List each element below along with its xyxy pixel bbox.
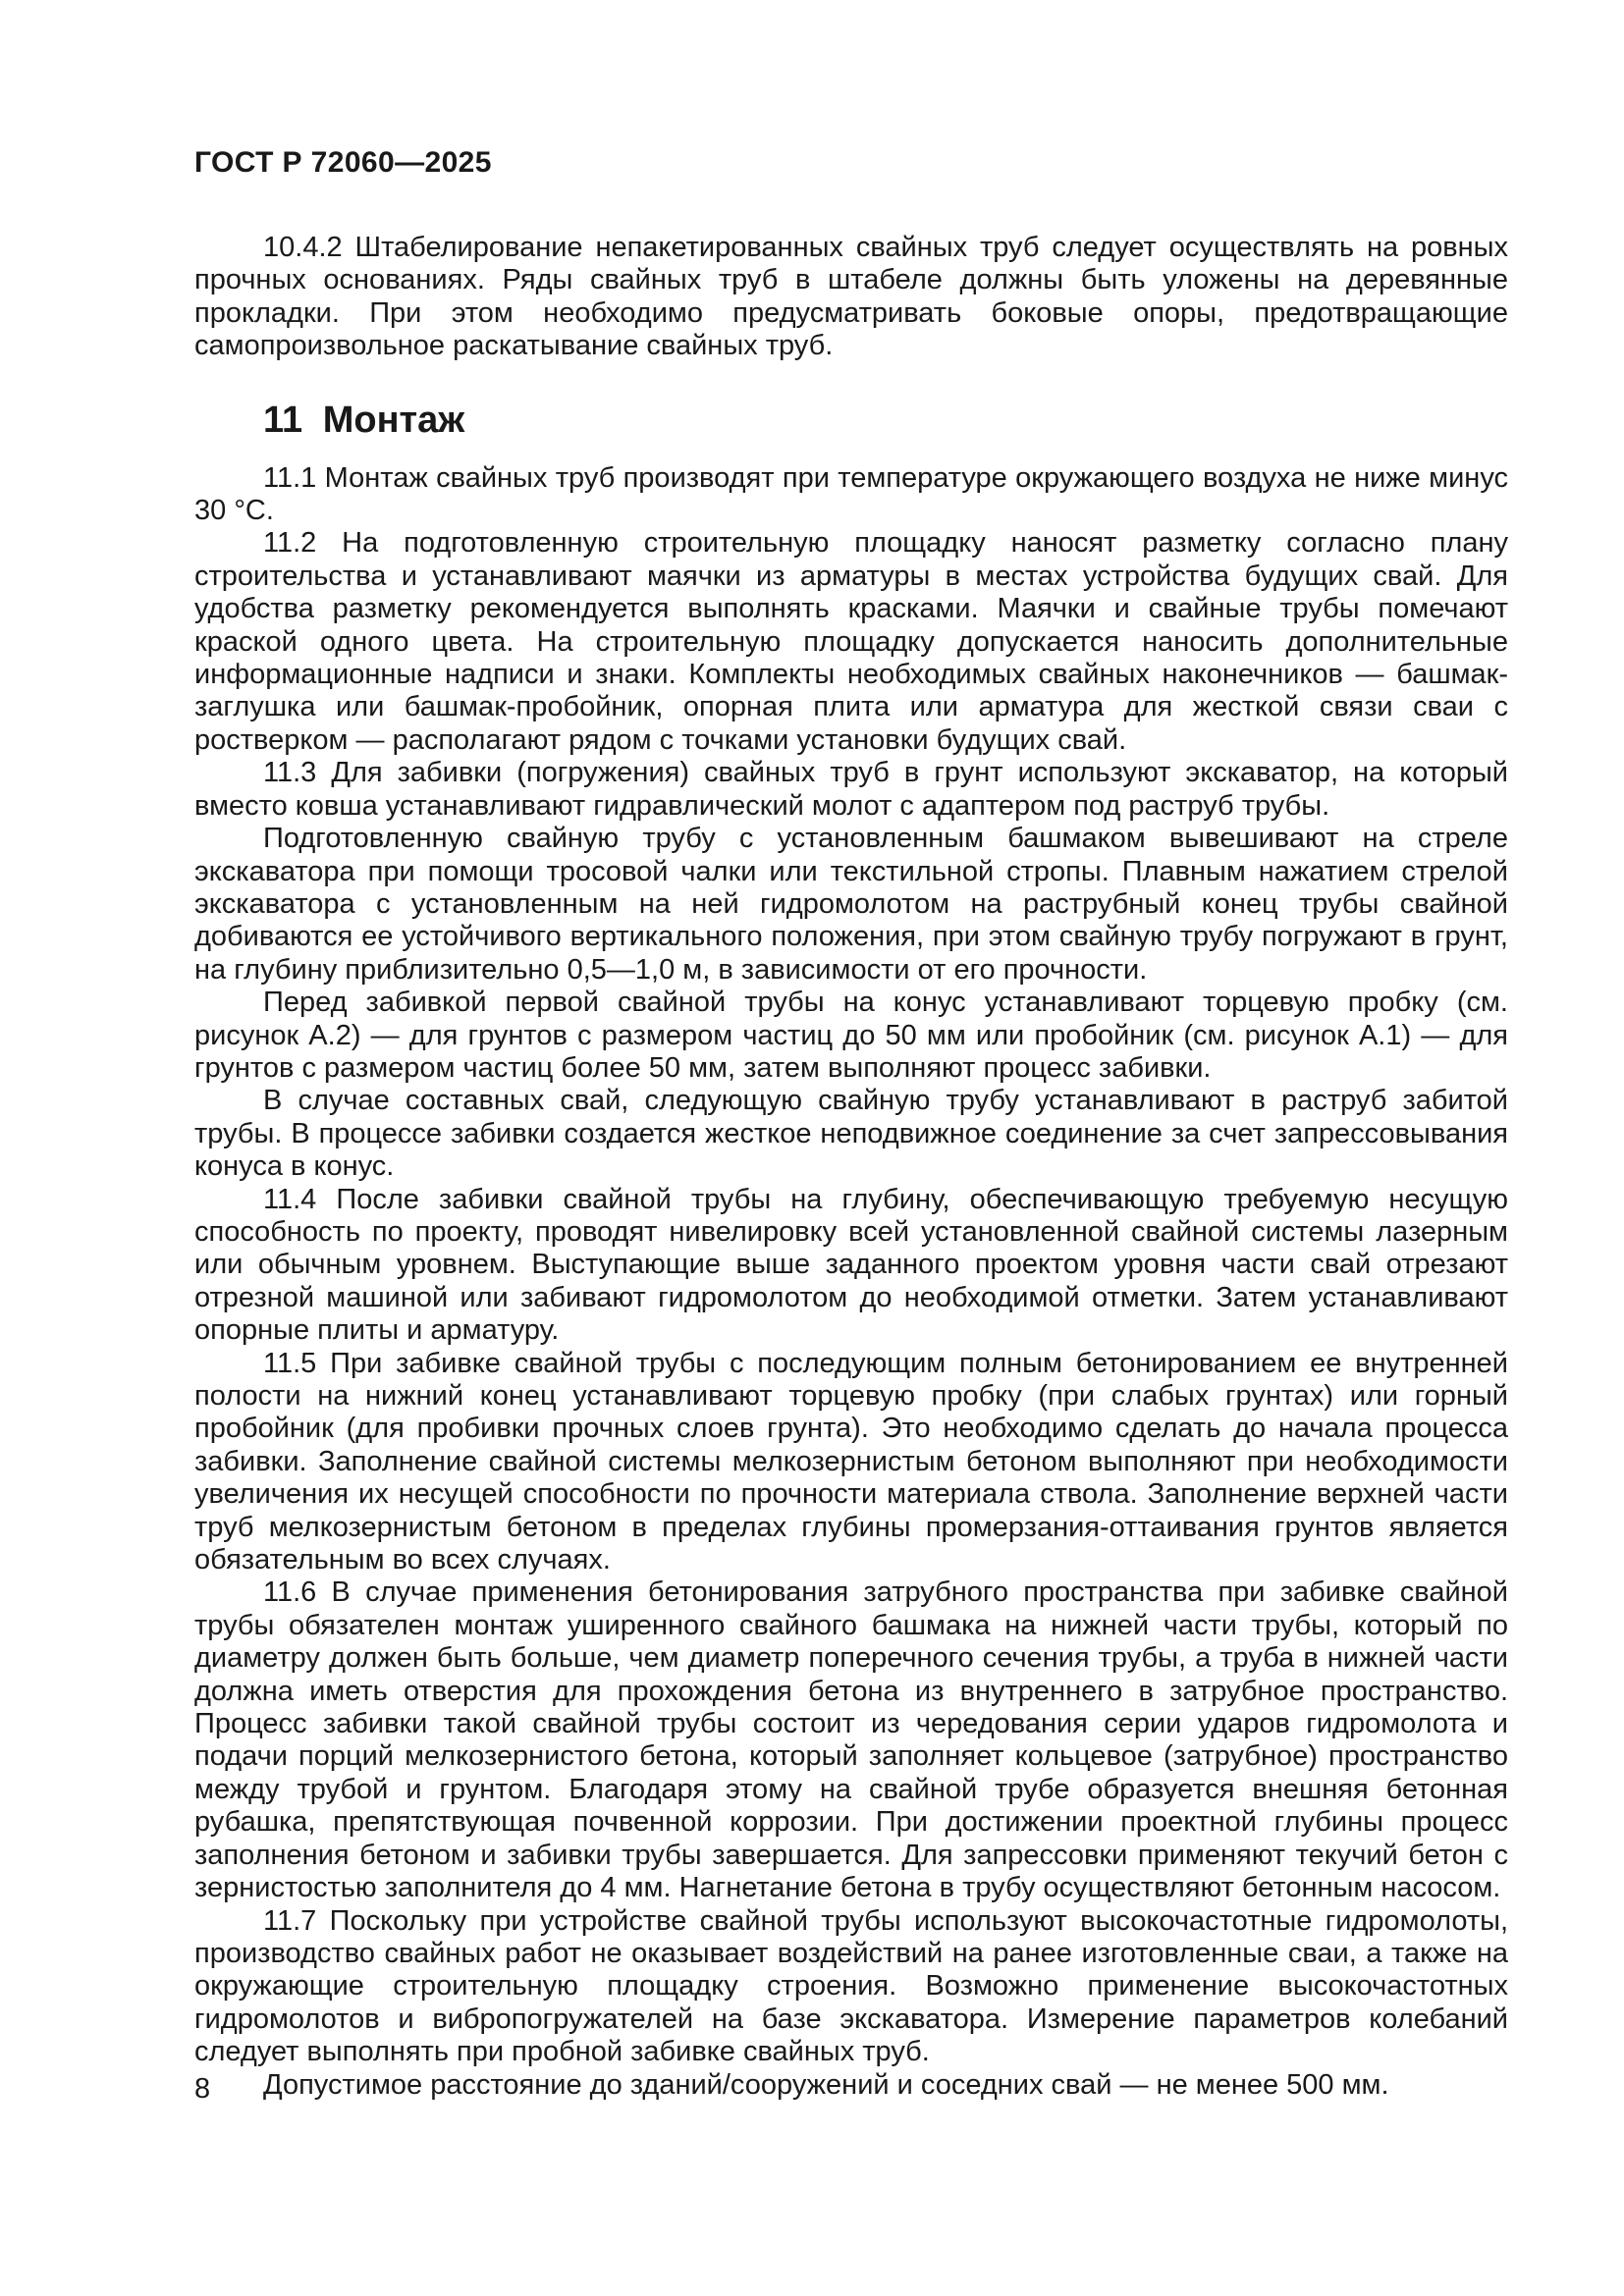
paragraph: Подготовленную свайную трубу с установленным башмаком вывешивают на стреле экскаватора при помощи тросовой чалки или текстильной стропы. Плавным нажатием стрелой экскаватора с установленным на ней гидромолотом на раструбный конец трубы свайной добиваются ее устойчивого вертикального положения, при этом свайную трубу погружают в грунт, на глубину приблизительно 0,5—1,0 м, в зависимости от его прочности. — [194, 823, 1508, 986]
paragraph: 11.2 На подготовленную строительную площадку наносят разметку согласно плану строительства и устанавливают маячки из арматуры в местах устройства будущих свай. Для удобства разметку рекомендуется выполнять красками. Маячки и свайные трубы помечают краской одного цвета. На строительную площадку допускается наносить дополнительные информационные надписи и знаки. Комплекты необходимых свайных наконечников — башмак-заглушка или башмак-пробойник, опорная плита или арматура для жесткой связи сваи с ростверком — располагают рядом с точками установки будущих свай. — [194, 527, 1508, 756]
paragraph: 11.1 Монтаж свайных труб производят при температуре окружающего воздуха не ниже минус 30 °C. — [194, 461, 1508, 527]
section-heading: 11 Монтаж — [263, 399, 465, 441]
paragraph: 11.4 После забивки свайной трубы на глубину, обеспечивающую требуемую несущую способность по проекту, проводят нивелировку всей установленной свайной системы лазерным или обычным уровнем. Выступающие выше заданного проектом уровня части свай отрезают отрезной машиной или забивают гидромолотом до необходимой отметки. Затем устанавливают опорные плиты и арматуру. — [194, 1183, 1508, 1347]
paragraph: 11.3 Для забивки (погружения) свайных труб в грунт используют экскаватор, на который вместо ковша устанавливают гидравлический молот с адаптером под раструб трубы. — [194, 757, 1508, 822]
paragraph: 11.6 В случае применения бетонирования затрубного пространства при забивке свайной трубы обязателен монтаж уширенного свайного башмака на нижней части трубы, который по диаметру должен быть больше, чем диаметр поперечного сечения трубы, а труба в нижней части должна иметь отверстия для прохождения бетона из внутреннего в затрубное пространство. Процесс забивки такой свайной трубы состоит из чередования серии ударов гидромолота и подачи порций мелкозернистого бетона, который заполняет кольцевое (затрубное) пространство между трубой и грунтом. Благодаря этому на свайной трубе образуется внешняя бетонная рубашка, препятствующая почвенной коррозии. При достижении проектной глубины процесс заполнения бетоном и забивки трубы завершается. Для запрессовки применяют текучий бетон с зернистостью заполнителя до 4 мм. Нагнетание бетона в трубу осуществляют бетонным насосом. — [194, 1576, 1508, 1904]
page-number: 8 — [194, 2073, 211, 2105]
paragraph: Допустимое расстояние до зданий/сооружений и соседних свай — не менее 500 мм. — [263, 2068, 1389, 2101]
paragraph: 11.7 Поскольку при устройстве свайной трубы используют высокочастотные гидромолоты, производство свайных работ не оказывает воздействий на ранее изготовленные сваи, а также на окружающие строительную площадку строения. Возможно применение высокочастотных гидромолотов и вибропогружателей на базе экскаватора. Измерение параметров колебаний следует выполнять при пробной забивке свайных труб. — [194, 1904, 1508, 2068]
document-body — [194, 182, 1508, 2102]
paragraph: Перед забивкой первой свайной трубы на конус устанавливают торцевую пробку (см. рисунок А.2) — для грунтов с размером частиц до 50 мм или пробойник (см. рисунок А.1) — для грунтов с размером частиц более 50 мм, затем выполняют процесс забивки. — [194, 987, 1508, 1084]
standard-code: ГОСТ Р 72060—2025 — [194, 146, 492, 179]
paragraph: 11.5 При забивке свайной трубы с последующим полным бетонированием ее внутренней полости на нижний конец устанавливают торцевую пробку (при слабых грунтах) или горный пробойник (для пробивки прочных слоев грунта). Это необходимо сделать до начала процесса забивки. Заполнение свайной системы мелкозернистым бетоном выполняют при необходимости увеличения их несущей способности по прочности материала ствола. Заполнение верхней части труб мелкозернистым бетоном в пределах глубины промерзания-оттаивания грунтов является обязательным во всех случаях. — [194, 1347, 1508, 1576]
paragraph: В случае составных свай, следующую свайную трубу устанавливают в раструб забитой трубы. В процессе забивки создается жесткое неподвижное соединение за счет запрессовывания конуса в конус. — [194, 1085, 1508, 1183]
paragraph: 10.4.2 Штабелирование непакетированных свайных труб следует осуществлять на ровных прочных основаниях. Ряды свайных труб в штабеле должны быть уложены на деревянные прокладки. При этом необходимо предусматривать боковые опоры, предотвращающие самопроизвольное раскатывание свайных труб. — [194, 232, 1508, 362]
